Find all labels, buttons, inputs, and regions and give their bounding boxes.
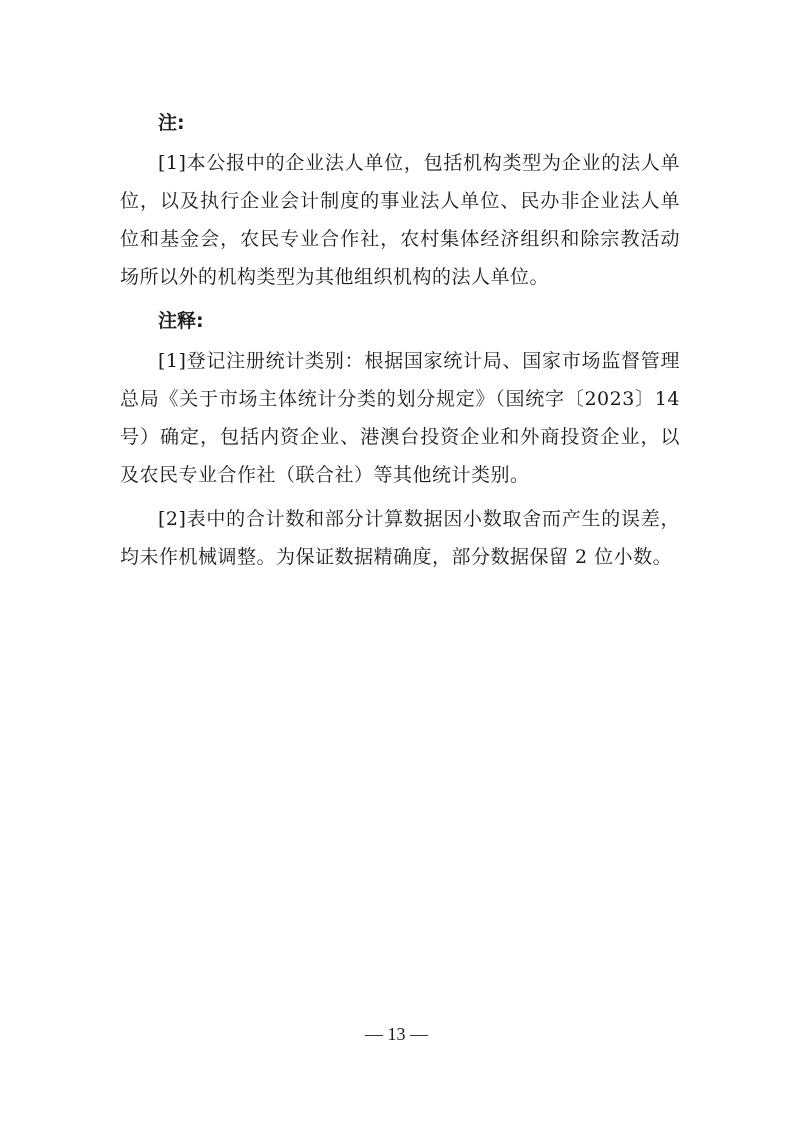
explanation-paragraph-2: [2]表中的合计数和部分计算数据因小数取舍而产生的误差，均未作机械调整。为保证数据精确度，部分数据保留 2 位小数。 [120,508,680,568]
explanation-section [120,302,680,576]
note-paragraph-1: [1]本公报中的企业法人单位，包括机构类型为企业的法人单位，以及执行企业会计制度的事业法人单位、民办非企业法人单位和基金会，农民专业合作社，农村集体经济组织和除宗教活动场所以外的机构类型为其他组织机构的法人单位。 [120,152,680,288]
page-number: — 13 — [365,1024,428,1044]
page-content [120,104,680,582]
note-heading: 注: [158,112,185,134]
note-section [120,104,680,296]
explanation-heading: 注释: [158,310,204,332]
explanation-paragraph-1: [1]登记注册统计类别：根据国家统计局、国家市场监督管理总局《关于市场主体统计分类的划分规定》（国统字〔2023〕14 号）确定，包括内资企业、港澳台投资企业和外商投资企业，以及农民专业合作社（联合社）等其他统计类别。 [120,350,680,486]
